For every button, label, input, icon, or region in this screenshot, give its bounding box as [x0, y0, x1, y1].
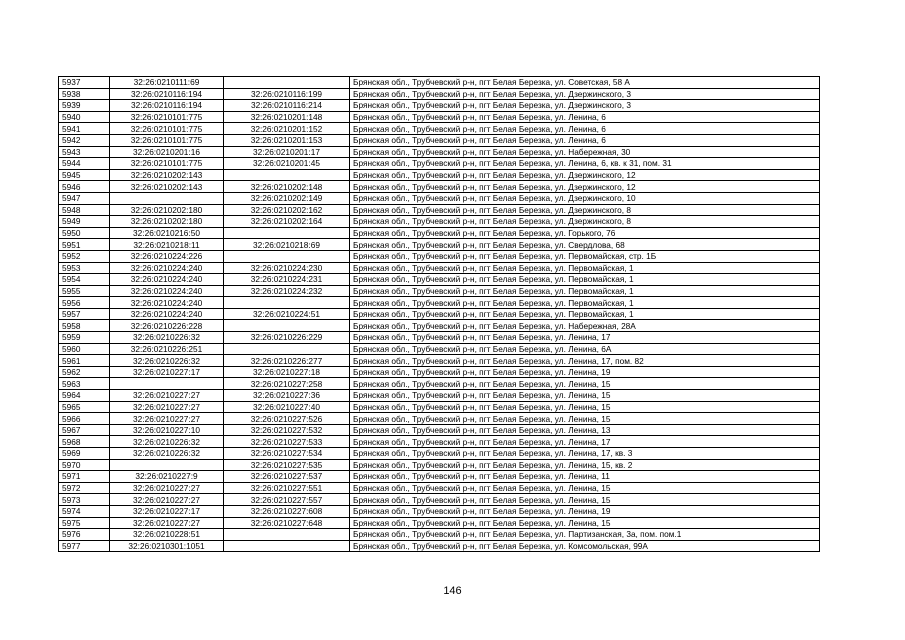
table-row: [59, 343, 820, 355]
object-cadastral-number: 32:26:0210227:36: [224, 390, 350, 402]
object-cadastral-number: 32:26:0210201:152: [224, 123, 350, 135]
object-address: Брянская обл., Трубчевский р-н, пгт Белая Березка, ул. Ленина, 6: [350, 134, 820, 146]
table-row: [59, 111, 820, 123]
row-number: 5952: [59, 250, 110, 262]
object-cadastral-number: 32:26:0210227:557: [224, 494, 350, 506]
parcel-cadastral-number: [110, 378, 224, 390]
row-number: 5960: [59, 343, 110, 355]
parcel-cadastral-number: 32:26:0210218:11: [110, 239, 224, 251]
object-cadastral-number: 32:26:0210226:229: [224, 332, 350, 344]
object-address: Брянская обл., Трубчевский р-н, пгт Белая Березка, ул. Ленина, 15, кв. 2: [350, 459, 820, 471]
parcel-cadastral-number: 32:26:0210227:9: [110, 471, 224, 483]
parcel-cadastral-number: 32:26:0210226:251: [110, 343, 224, 355]
parcel-cadastral-number: 32:26:0210202:143: [110, 181, 224, 193]
parcel-cadastral-number: 32:26:0210101:775: [110, 158, 224, 170]
table-row: [59, 134, 820, 146]
object-address: Брянская обл., Трубчевский р-н, пгт Белая Березка, ул. Свердлова, 68: [350, 239, 820, 251]
parcel-cadastral-number: 32:26:0210227:10: [110, 424, 224, 436]
parcel-cadastral-number: 32:26:0210101:775: [110, 123, 224, 135]
row-number: 5962: [59, 366, 110, 378]
row-number: 5939: [59, 100, 110, 112]
page-number: 146: [443, 585, 462, 597]
row-number: 5964: [59, 390, 110, 402]
object-cadastral-number: 32:26:0210201:17: [224, 146, 350, 158]
table-row: [59, 285, 820, 297]
object-cadastral-number: [224, 297, 350, 309]
row-number: 5958: [59, 320, 110, 332]
object-cadastral-number: 32:26:0210227:258: [224, 378, 350, 390]
object-address: Брянская обл., Трубчевский р-н, пгт Белая Березка, ул. Первомайская, 1: [350, 274, 820, 286]
object-address: Брянская обл., Трубчевский р-н, пгт Белая Березка, ул. Комсомольская, 99А: [350, 540, 820, 552]
row-number: 5977: [59, 540, 110, 552]
parcel-cadastral-number: 32:26:0210227:27: [110, 494, 224, 506]
table-row: [59, 123, 820, 135]
table-row: [59, 146, 820, 158]
parcel-cadastral-number: 32:26:0210226:228: [110, 320, 224, 332]
table-row: [59, 517, 820, 529]
parcel-cadastral-number: 32:26:0210224:240: [110, 274, 224, 286]
object-cadastral-number: 32:26:0210227:534: [224, 448, 350, 460]
parcel-cadastral-number: 32:26:0210202:180: [110, 216, 224, 228]
cadastral-table-body: [59, 77, 820, 552]
parcel-cadastral-number: 32:26:0210224:226: [110, 250, 224, 262]
parcel-cadastral-number: 32:26:0210101:775: [110, 111, 224, 123]
object-cadastral-number: [224, 169, 350, 181]
table-row: [59, 459, 820, 471]
object-address: Брянская обл., Трубчевский р-н, пгт Белая Березка, ул. Дзержинского, 10: [350, 192, 820, 204]
object-address: Брянская обл., Трубчевский р-н, пгт Белая Березка, ул. Ленина, 15: [350, 413, 820, 425]
row-number: 5943: [59, 146, 110, 158]
parcel-cadastral-number: 32:26:0210116:194: [110, 100, 224, 112]
object-address: Брянская обл., Трубчевский р-н, пгт Белая Березка, ул. Первомайская, 1: [350, 285, 820, 297]
parcel-cadastral-number: 32:26:0210224:240: [110, 297, 224, 309]
object-address: Брянская обл., Трубчевский р-н, пгт Белая Березка, ул. Дзержинского, 12: [350, 169, 820, 181]
row-number: 5961: [59, 355, 110, 367]
row-number: 5967: [59, 424, 110, 436]
row-number: 5945: [59, 169, 110, 181]
object-address: Брянская обл., Трубчевский р-н, пгт Белая Березка, ул. Ленина, 17: [350, 436, 820, 448]
table-row: [59, 262, 820, 274]
object-address: Брянская обл., Трубчевский р-н, пгт Белая Березка, ул. Первомайская, 1: [350, 297, 820, 309]
object-address: Брянская обл., Трубчевский р-н, пгт Белая Березка, ул. Дзержинского, 12: [350, 181, 820, 193]
object-cadastral-number: 32:26:0210202:162: [224, 204, 350, 216]
parcel-cadastral-number: 32:26:0210224:240: [110, 285, 224, 297]
object-address: Брянская обл., Трубчевский р-н, пгт Белая Березка, ул. Партизанская, 3а, пом. пом.1: [350, 529, 820, 541]
object-cadastral-number: [224, 227, 350, 239]
parcel-cadastral-number: 32:26:0210226:32: [110, 355, 224, 367]
object-address: Брянская обл., Трубчевский р-н, пгт Белая Березка, ул. Ленина, 15: [350, 482, 820, 494]
row-number: 5971: [59, 471, 110, 483]
object-cadastral-number: 32:26:0210116:214: [224, 100, 350, 112]
parcel-cadastral-number: 32:26:0210202:180: [110, 204, 224, 216]
table-row: [59, 181, 820, 193]
table-row: [59, 390, 820, 402]
object-address: Брянская обл., Трубчевский р-н, пгт Белая Березка, ул. Ленина, 17, кв. 3: [350, 448, 820, 460]
row-number: 5947: [59, 192, 110, 204]
object-cadastral-number: 32:26:0210227:40: [224, 401, 350, 413]
row-number: 5953: [59, 262, 110, 274]
object-cadastral-number: 32:26:0210227:648: [224, 517, 350, 529]
table-row: [59, 274, 820, 286]
object-cadastral-number: 32:26:0210202:164: [224, 216, 350, 228]
object-address: Брянская обл., Трубчевский р-н, пгт Белая Березка, ул. Ленина, 13: [350, 424, 820, 436]
table-row: [59, 529, 820, 541]
object-address: Брянская обл., Трубчевский р-н, пгт Белая Березка, ул. Ленина, 6: [350, 111, 820, 123]
object-address: Брянская обл., Трубчевский р-н, пгт Белая Березка, ул. Ленина, 6А: [350, 343, 820, 355]
object-cadastral-number: 32:26:0210202:148: [224, 181, 350, 193]
table-row: [59, 216, 820, 228]
table-row: [59, 320, 820, 332]
row-number: 5966: [59, 413, 110, 425]
table-row: [59, 227, 820, 239]
table-row: [59, 494, 820, 506]
row-number: 5969: [59, 448, 110, 460]
row-number: 5956: [59, 297, 110, 309]
parcel-cadastral-number: 32:26:0210228:51: [110, 529, 224, 541]
object-address: Брянская обл., Трубчевский р-н, пгт Белая Березка, ул. Ленина, 6, кв. к 31, пом. 31: [350, 158, 820, 170]
object-cadastral-number: 32:26:0210227:18: [224, 366, 350, 378]
object-address: Брянская обл., Трубчевский р-н, пгт Белая Березка, ул. Ленина, 17: [350, 332, 820, 344]
object-cadastral-number: 32:26:0210224:231: [224, 274, 350, 286]
row-number: 5954: [59, 274, 110, 286]
object-address: Брянская обл., Трубчевский р-н, пгт Белая Березка, ул. Набережная, 28А: [350, 320, 820, 332]
parcel-cadastral-number: [110, 459, 224, 471]
parcel-cadastral-number: 32:26:0210227:27: [110, 401, 224, 413]
object-address: Брянская обл., Трубчевский р-н, пгт Белая Березка, ул. Дзержинского, 3: [350, 100, 820, 112]
table-row: [59, 169, 820, 181]
table-row: [59, 378, 820, 390]
row-number: 5965: [59, 401, 110, 413]
parcel-cadastral-number: 32:26:0210227:17: [110, 366, 224, 378]
object-cadastral-number: [224, 320, 350, 332]
parcel-cadastral-number: 32:26:0210111:69: [110, 77, 224, 89]
row-number: 5972: [59, 482, 110, 494]
object-cadastral-number: [224, 343, 350, 355]
object-address: Брянская обл., Трубчевский р-н, пгт Белая Березка, ул. Ленина, 17, пом. 82: [350, 355, 820, 367]
parcel-cadastral-number: 32:26:0210224:240: [110, 262, 224, 274]
object-address: Брянская обл., Трубчевский р-н, пгт Белая Березка, ул. Ленина, 19: [350, 505, 820, 517]
table-row: [59, 204, 820, 216]
object-cadastral-number: 32:26:0210227:535: [224, 459, 350, 471]
row-number: 5944: [59, 158, 110, 170]
parcel-cadastral-number: 32:26:0210226:32: [110, 448, 224, 460]
object-address: Брянская обл., Трубчевский р-н, пгт Белая Березка, ул. Ленина, 15: [350, 494, 820, 506]
table-row: [59, 355, 820, 367]
parcel-cadastral-number: 32:26:0210116:194: [110, 88, 224, 100]
table-row: [59, 424, 820, 436]
object-cadastral-number: 32:26:0210201:153: [224, 134, 350, 146]
cadastral-table: [58, 76, 820, 552]
object-cadastral-number: 32:26:0210202:149: [224, 192, 350, 204]
row-number: 5948: [59, 204, 110, 216]
object-cadastral-number: 32:26:0210227:532: [224, 424, 350, 436]
parcel-cadastral-number: 32:26:0210227:27: [110, 413, 224, 425]
table-row: [59, 540, 820, 552]
table-row: [59, 250, 820, 262]
object-cadastral-number: 32:26:0210227:608: [224, 505, 350, 517]
object-address: Брянская обл., Трубчевский р-н, пгт Белая Березка, ул. Первомайская, 1: [350, 308, 820, 320]
row-number: 5963: [59, 378, 110, 390]
table-row: [59, 88, 820, 100]
parcel-cadastral-number: 32:26:0210227:27: [110, 517, 224, 529]
object-address: Брянская обл., Трубчевский р-н, пгт Белая Березка, ул. Ленина, 6: [350, 123, 820, 135]
object-address: Брянская обл., Трубчевский р-н, пгт Белая Березка, ул. Первомайская, стр. 1Б: [350, 250, 820, 262]
row-number: 5974: [59, 505, 110, 517]
table-row: [59, 308, 820, 320]
object-cadastral-number: [224, 250, 350, 262]
row-number: 5959: [59, 332, 110, 344]
table-row: [59, 366, 820, 378]
table-row: [59, 448, 820, 460]
parcel-cadastral-number: 32:26:0210227:17: [110, 505, 224, 517]
table-row: [59, 482, 820, 494]
parcel-cadastral-number: 32:26:0210301:1051: [110, 540, 224, 552]
object-address: Брянская обл., Трубчевский р-н, пгт Белая Березка, ул. Ленина, 15: [350, 517, 820, 529]
object-cadastral-number: 32:26:0210224:230: [224, 262, 350, 274]
table-row: [59, 436, 820, 448]
row-number: 5938: [59, 88, 110, 100]
object-cadastral-number: [224, 540, 350, 552]
object-cadastral-number: 32:26:0210116:199: [224, 88, 350, 100]
parcel-cadastral-number: [110, 192, 224, 204]
object-cadastral-number: 32:26:0210226:277: [224, 355, 350, 367]
row-number: 5937: [59, 77, 110, 89]
object-cadastral-number: [224, 529, 350, 541]
object-cadastral-number: [224, 77, 350, 89]
object-address: Брянская обл., Трубчевский р-н, пгт Белая Березка, ул. Дзержинского, 8: [350, 204, 820, 216]
table-row: [59, 505, 820, 517]
row-number: 5957: [59, 308, 110, 320]
table-row: [59, 77, 820, 89]
object-cadastral-number: 32:26:0210224:232: [224, 285, 350, 297]
object-cadastral-number: 32:26:0210201:45: [224, 158, 350, 170]
row-number: 5955: [59, 285, 110, 297]
row-number: 5950: [59, 227, 110, 239]
object-address: Брянская обл., Трубчевский р-н, пгт Белая Березка, ул. Набережная, 30: [350, 146, 820, 158]
row-number: 5975: [59, 517, 110, 529]
parcel-cadastral-number: 32:26:0210226:32: [110, 332, 224, 344]
table-row: [59, 401, 820, 413]
parcel-cadastral-number: 32:26:0210216:50: [110, 227, 224, 239]
object-cadastral-number: 32:26:0210218:69: [224, 239, 350, 251]
row-number: 5970: [59, 459, 110, 471]
row-number: 5949: [59, 216, 110, 228]
parcel-cadastral-number: 32:26:0210101:775: [110, 134, 224, 146]
object-address: Брянская обл., Трубчевский р-н, пгт Белая Березка, ул. Советская, 58 А: [350, 77, 820, 89]
object-address: Брянская обл., Трубчевский р-н, пгт Белая Березка, ул. Ленина, 11: [350, 471, 820, 483]
table-row: [59, 297, 820, 309]
object-cadastral-number: 32:26:0210201:148: [224, 111, 350, 123]
object-address: Брянская обл., Трубчевский р-н, пгт Белая Березка, ул. Ленина, 15: [350, 378, 820, 390]
parcel-cadastral-number: 32:26:0210227:27: [110, 482, 224, 494]
parcel-cadastral-number: 32:26:0210226:32: [110, 436, 224, 448]
object-address: Брянская обл., Трубчевский р-н, пгт Белая Березка, ул. Ленина, 15: [350, 390, 820, 402]
row-number: 5942: [59, 134, 110, 146]
parcel-cadastral-number: 32:26:0210224:240: [110, 308, 224, 320]
object-cadastral-number: 32:26:0210227:526: [224, 413, 350, 425]
table-row: [59, 413, 820, 425]
object-address: Брянская обл., Трубчевский р-н, пгт Белая Березка, ул. Дзержинского, 8: [350, 216, 820, 228]
row-number: 5976: [59, 529, 110, 541]
row-number: 5946: [59, 181, 110, 193]
object-cadastral-number: 32:26:0210227:533: [224, 436, 350, 448]
table-row: [59, 100, 820, 112]
row-number: 5951: [59, 239, 110, 251]
object-address: Брянская обл., Трубчевский р-н, пгт Белая Березка, ул. Дзержинского, 3: [350, 88, 820, 100]
table-row: [59, 332, 820, 344]
object-address: Брянская обл., Трубчевский р-н, пгт Белая Березка, ул. Первомайская, 1: [350, 262, 820, 274]
table-row: [59, 471, 820, 483]
row-number: 5940: [59, 111, 110, 123]
object-address: Брянская обл., Трубчевский р-н, пгт Белая Березка, ул. Ленина, 19: [350, 366, 820, 378]
parcel-cadastral-number: 32:26:0210201:16: [110, 146, 224, 158]
parcel-cadastral-number: 32:26:0210202:143: [110, 169, 224, 181]
row-number: 5941: [59, 123, 110, 135]
table-row: [59, 158, 820, 170]
object-address: Брянская обл., Трубчевский р-н, пгт Белая Березка, ул. Горького, 76: [350, 227, 820, 239]
object-cadastral-number: 32:26:0210227:537: [224, 471, 350, 483]
object-cadastral-number: 32:26:0210227:551: [224, 482, 350, 494]
row-number: 5973: [59, 494, 110, 506]
object-cadastral-number: 32:26:0210224:51: [224, 308, 350, 320]
parcel-cadastral-number: 32:26:0210227:27: [110, 390, 224, 402]
object-address: Брянская обл., Трубчевский р-н, пгт Белая Березка, ул. Ленина, 15: [350, 401, 820, 413]
row-number: 5968: [59, 436, 110, 448]
table-row: [59, 239, 820, 251]
table-row: [59, 192, 820, 204]
